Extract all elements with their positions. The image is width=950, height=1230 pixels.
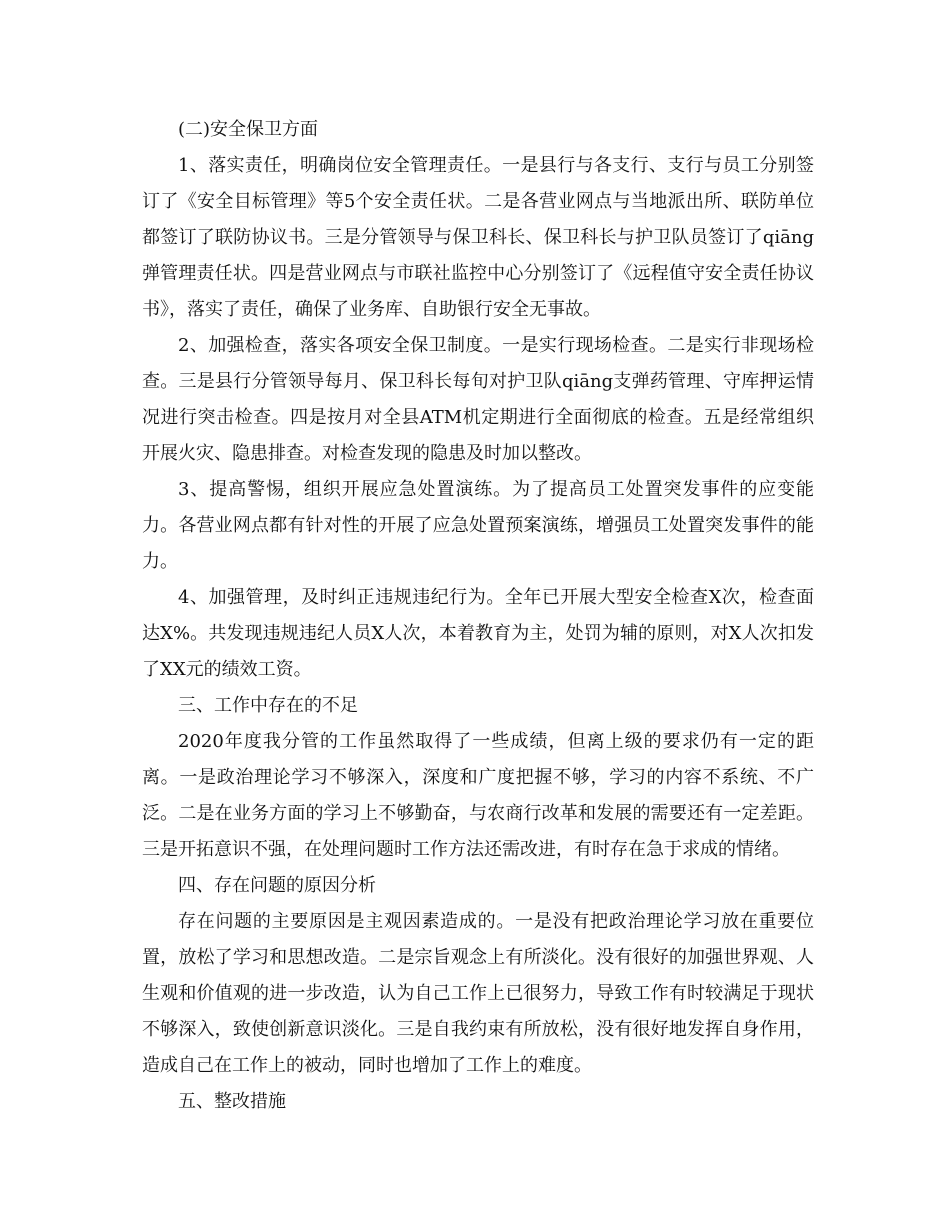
section-heading-security: (二)安全保卫方面 [178, 119, 319, 140]
paragraph-shortcomings: 2020年度我分管的工作虽然取得了一些成绩，但离上级的要求仍有一定的距离。一是政治理论学习不够深入，深度和广度把握不够，学习的内容不系统、不广泛。二是在业务方面的学习上不够勤奋，与农商行改革和发展的需要还有一定差距。三是开拓意识不强，在处理问题时工作方法还需改进，有时存在急于求成的情绪。 [142, 731, 814, 860]
paragraph-cause-analysis: 存在问题的主要原因是主观因素造成的。一是没有把政治理论学习放在重要位置，放松了学习和思想改造。二是宗旨观念上有所淡化。没有很好的加强世界观、人生观和价值观的进一步改造，认为自己工作上已很努力，导致工作有时较满足于现状不够深入，致使创新意识淡化。三是自我约束有所放松，没有很好地发挥自身作用，造成自己在工作上的被动，同时也增加了工作上的难度。 [142, 911, 814, 1076]
paragraph-management: 4、加强管理，及时纠正违规违纪行为。全年已开展大型安全检查X次，检查面达X%。共发现违规违纪人员X人次，本着教育为主，处罚为辅的原则，对X人次扣发了XX元的绩效工资。 [142, 587, 814, 680]
paragraph-inspection: 2、加强检查，落实各项安全保卫制度。一是实行现场检查。二是实行非现场检查。三是县行分管领导每月、保卫科长每旬对护卫队qiāng支弹药管理、守库押运情况进行突击检查。四是按月对全县ATM机定期进行全面彻底的检查。五是经常组织开展火灾、隐患排查。对检查发现的隐患及时加以整改。 [142, 335, 814, 464]
section-heading-rectification: 五、整改措施 [178, 1091, 286, 1112]
section-heading-shortcomings: 三、工作中存在的不足 [178, 695, 358, 716]
section-heading-cause-analysis: 四、存在问题的原因分析 [178, 875, 376, 896]
paragraph-responsibility: 1、落实责任，明确岗位安全管理责任。一是县行与各支行、支行与员工分别签订了《安全目标管理》等5个安全责任状。二是各营业网点与当地派出所、联防单位都签订了联防协议书。三是分管领导与保卫科长、保卫科长与护卫队员签订了qiāng弹管理责任状。四是营业网点与市联社监控中心分别签订了《远程值守安全责任协议书》，落实了责任，确保了业务库、自助银行安全无事故。 [142, 155, 814, 320]
document-page [142, 112, 814, 1120]
paragraph-emergency-drill: 3、提高警惕，组织开展应急处置演练。为了提高员工处置突发事件的应变能力。各营业网点都有针对性的开展了应急处置预案演练，增强员工处置突发事件的能力。 [142, 479, 814, 572]
